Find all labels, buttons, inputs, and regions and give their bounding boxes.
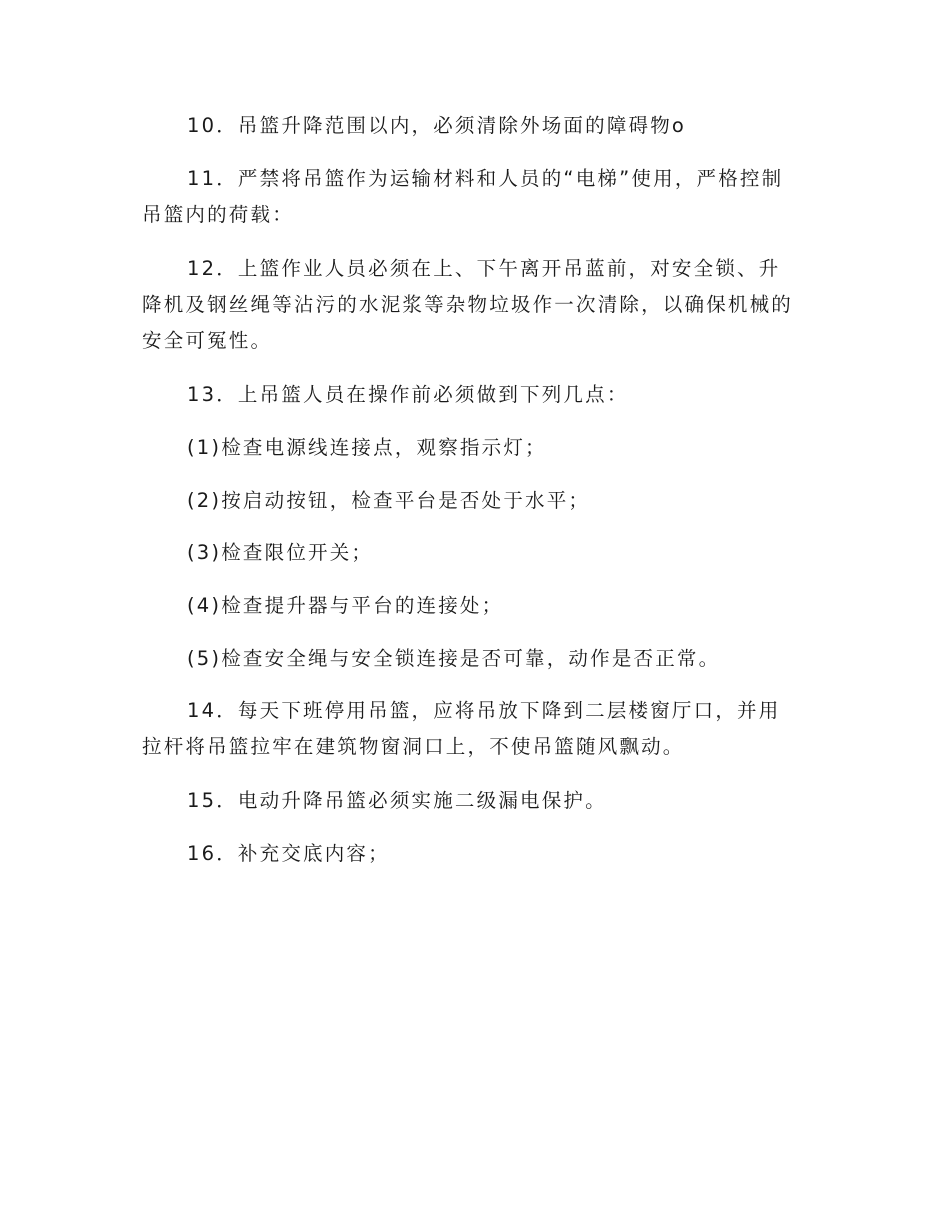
sub-item-1: (1)检查电源线连接点，观察指示灯； [187, 436, 547, 459]
paragraph-item-11: 11．严禁将吊篮作为运输材料和人员的“电梯”使用，严格控制吊篮内的荷载： [142, 167, 784, 226]
paragraph-item-12: 12．上篮作业人员必须在上、下午离开吊蓝前，对安全锁、升降机及钢丝绳等沾污的水泥浆等杂物垃圾作一次清除，以确保机械的安全可冤性。 [142, 257, 794, 352]
paragraph-item-14: 14．每天下班停用吊篮，应将吊放下降到二层楼窗厅口，并用拉杆将吊篮拉牢在建筑物窗洞口上，不使吊篮随风飘动。 [142, 699, 781, 758]
paragraph-item-10: 10．吊篮升降范围以内，必须清除外场面的障碍物o [187, 114, 687, 137]
sub-item-5: (5)检查安全绳与安全锁连接是否可靠，动作是否正常。 [187, 647, 721, 670]
sub-item-2: (2)按启动按钮，检查平台是否处于水平； [187, 489, 591, 512]
sub-item-3: (3)检查限位开关； [187, 541, 374, 564]
paragraph-item-16: 16．补充交底内容； [187, 842, 390, 865]
paragraph-item-13: 13．上吊篮人员在操作前必须做到下列几点： [187, 383, 629, 406]
sub-item-4: (4)检查提升器与平台的连接处； [187, 594, 504, 617]
paragraph-item-15: 15．电动升降吊篮必须实施二级漏电保护。 [187, 789, 607, 812]
